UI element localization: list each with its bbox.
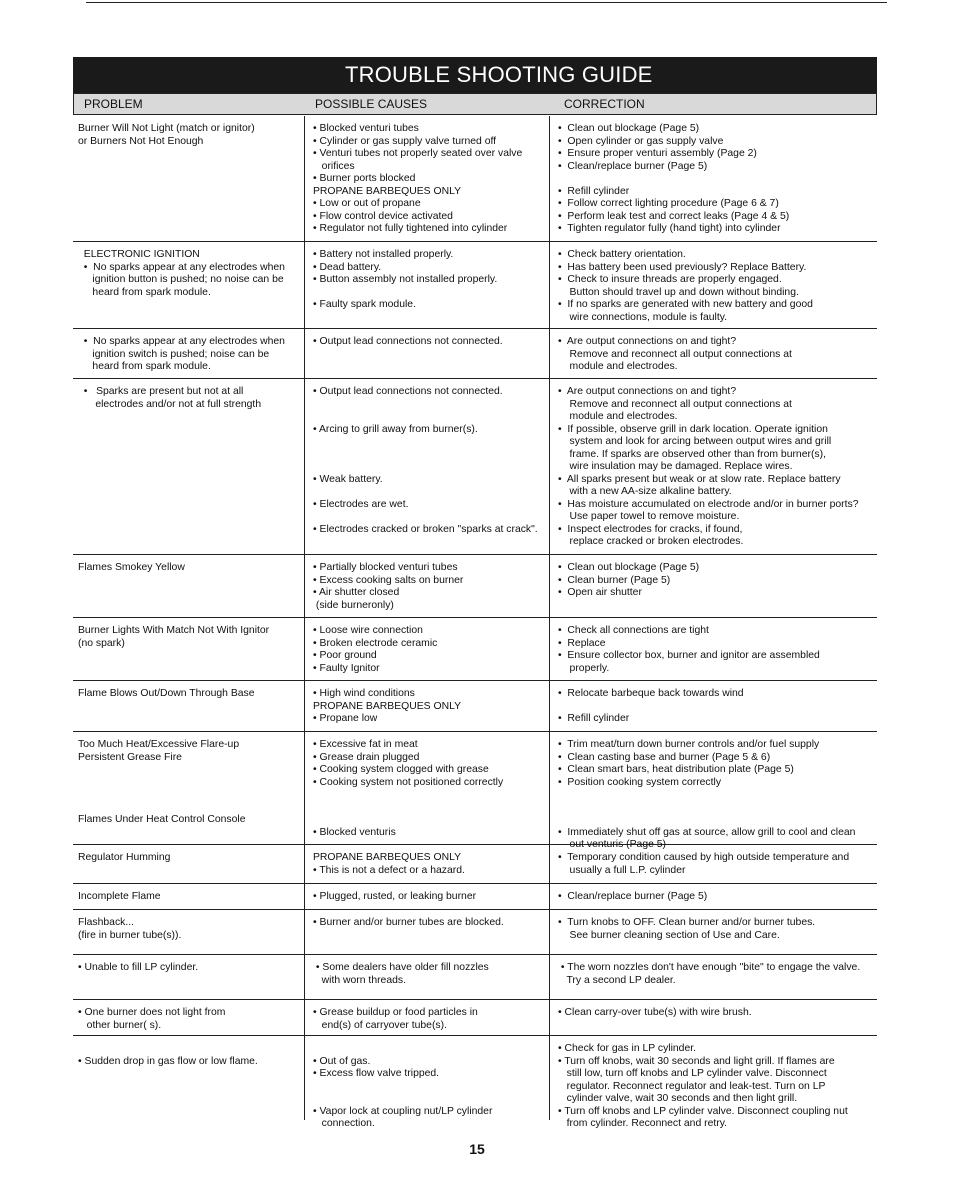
causes-cell: • Some dealers have older fill nozzles with worn threads. [315, 962, 489, 986]
causes-cell: • Out of gas. • Excess flow valve tripped. • Vapor lock at coupling nut/LP cylinder connection. [313, 1055, 493, 1129]
trouble-table [73, 116, 877, 1129]
causes-cell: • Plugged, rusted, or leaking burner [313, 891, 477, 902]
table-row [73, 910, 877, 955]
problem-cell: Incomplete Flame [78, 891, 161, 902]
table-row [73, 681, 877, 732]
correction-cell: • Clean out blockage (Page 5) • Open cylinder or gas supply valve • Ensure proper venturi assembly (Page 2) • Clean/replace burner (Page 5) • Refill cylinder • Follow correct lighting procedure (Page 6 & 7) • Perform leak test and correct leaks (Page 4 & 5) • Tighten regulator fully (hand tight) into cylinder [558, 123, 790, 234]
table-row [73, 1000, 877, 1036]
problem-cell: ELECTRONIC IGNITION • No sparks appear at any electrodes when ignition button is pushed; no noise can be heard from spark module. [83, 249, 285, 298]
causes-cell: • Grease buildup or food particles in end(s) of carryover tube(s). [313, 1007, 478, 1031]
correction-cell: • Relocate barbeque back towards wind • Refill cylinder [558, 688, 744, 724]
causes-cell: • Output lead connections not connected. [313, 336, 503, 347]
problem-cell: • One burner does not light from other burner( s). [78, 1007, 226, 1031]
problem-cell: Flames Smokey Yellow [78, 562, 185, 573]
problem-cell: Too Much Heat/Excessive Flare-up Persistent Grease Fire Flames Under Heat Control Console [78, 739, 246, 825]
causes-cell: • Output lead connections not connected. • Arcing to grill away from burner(s). • Weak battery. • Electrodes are wet. • Electrodes cracked or broken "sparks at crack". [313, 386, 538, 535]
problem-cell: Flashback... (fire in burner tube(s)). [78, 917, 182, 941]
correction-cell: • Are output connections on and tight? Remove and reconnect all output connections at module and electrodes. • If possible, observe grill in dark location. Operate ignition system and look for arcing between output wires and grill frame. If sparks are observed other than from burner(s), wire insulation may be damaged. Replace wires. • All sparks present but weak or at slow rate. Replace battery with a new AA-size alkaline battery. • Has moisture accumulated on electrode and/or in burner ports? Use paper towel to remove moisture. • Inspect electrodes for cracks, if found, replace cracked or broken electrodes. [558, 386, 859, 547]
column-divider [549, 116, 550, 1120]
correction-cell: • Trim meat/turn down burner controls and/or fuel supply • Clean casting base and burner (Page 5 & 6) • Clean smart bars, heat distribution plate (Page 5) • Position cooking system correctly • Immediately shut off gas at source, allow grill to cool and clean out venturis (Page 5) [558, 739, 856, 850]
correction-cell: • Clean out blockage (Page 5) • Clean burner (Page 5) • Open air shutter [558, 562, 700, 598]
problem-cell: • Sudden drop in gas flow or low flame. [78, 1055, 258, 1067]
problem-cell: • No sparks appear at any electrodes when ignition switch is pushed; noise can be heard from spark module. [83, 336, 285, 372]
top-rule [86, 2, 887, 3]
table-row [73, 555, 877, 618]
page-number: 15 [469, 1141, 485, 1157]
page-title: TROUBLE SHOOTING GUIDE [73, 57, 877, 93]
causes-cell: • Excessive fat in meat • Grease drain plugged • Cooking system clogged with grease • Cooking system not positioned correctly • Blocked venturis [313, 739, 504, 838]
correction-cell: • Temporary condition caused by high outside temperature and usually a full L.P. cylinder [558, 852, 850, 876]
correction-cell: • Check all connections are tight • Replace • Ensure collector box, burner and ignitor are assembled properly. [558, 625, 820, 674]
causes-cell: • Loose wire connection • Broken electrode ceramic • Poor ground • Faulty Ignitor [313, 625, 438, 674]
column-divider [304, 116, 305, 1120]
table-row [73, 242, 877, 329]
table-row [73, 1036, 877, 1129]
table-row [73, 329, 877, 379]
correction-cell: • Clean/replace burner (Page 5) [558, 891, 708, 902]
header-correction: CORRECTION [564, 97, 645, 111]
problem-cell: Burner Will Not Light (match or ignitor) or Burners Not Hot Enough [78, 123, 255, 147]
causes-cell: • Partially blocked venturi tubes • Excess cooking salts on burner • Air shutter closed (side burneronly) [313, 562, 464, 611]
correction-cell: • Check for gas in LP cylinder. • Turn off knobs, wait 30 seconds and light grill. If flames are still low, turn off knobs and LP cylinder valve. Disconnect regulator. Reconnect regulator and leak-test. Turn on LP cylinder valve, wait 30 seconds and then light grill. • Turn off knobs and LP cylinder valve. Disconnect coupling nut from cylinder. Reconnect and retry. [558, 1043, 848, 1129]
table-row [73, 732, 877, 850]
table-header [73, 93, 877, 115]
header-problem: PROBLEM [84, 97, 143, 111]
problem-cell: • Sparks are present but not at all electrodes and/or not at full strength [83, 386, 262, 410]
correction-cell: • Turn knobs to OFF. Clean burner and/or burner tubes. See burner cleaning section of Use and Care. [558, 917, 816, 941]
causes-cell: • Blocked venturi tubes • Cylinder or gas supply valve turned off • Venturi tubes not properly seated over valve orifices • Burner ports blocked PROPANE BARBEQUES ONLY • Low or out of propane • Flow control device activated • Regulator not fully tightened into cylinder [313, 123, 523, 234]
problem-cell: Regulator Humming [78, 852, 171, 863]
table-row [73, 955, 877, 1000]
table-row [73, 379, 877, 555]
causes-cell: PROPANE BARBEQUES ONLY • This is not a defect or a hazard. [313, 852, 465, 876]
correction-cell: • Clean carry-over tube(s) with wire brush. [558, 1007, 752, 1018]
causes-cell: • High wind conditions PROPANE BARBEQUES ONLY • Propane low [313, 688, 462, 724]
header-causes: POSSIBLE CAUSES [315, 97, 428, 111]
table-row [73, 116, 877, 242]
causes-cell: • Battery not installed properly. • Dead battery. • Button assembly not installed properly. • Faulty spark module. [313, 249, 498, 310]
table-row [73, 618, 877, 681]
table-row [73, 884, 877, 910]
correction-cell: • Check battery orientation. • Has battery been used previously? Replace Battery. • Check to insure threads are properly engaged. Button should travel up and down without binding. • If no sparks are generated with new battery and good wire connections, module is faulty. [558, 249, 813, 323]
table-row [73, 845, 877, 884]
causes-cell: • Burner and/or burner tubes are blocked. [313, 917, 504, 928]
correction-cell: • Are output connections on and tight? Remove and reconnect all output connections at module and electrodes. [558, 336, 792, 372]
correction-cell: • The worn nozzles don't have enough "bite" to engage the valve. Try a second LP dealer. [560, 962, 861, 986]
problem-cell: Flame Blows Out/Down Through Base [78, 688, 255, 699]
problem-cell: Burner Lights With Match Not With Ignitor (no spark) [78, 625, 270, 649]
problem-cell: • Unable to fill LP cylinder. [78, 962, 199, 973]
